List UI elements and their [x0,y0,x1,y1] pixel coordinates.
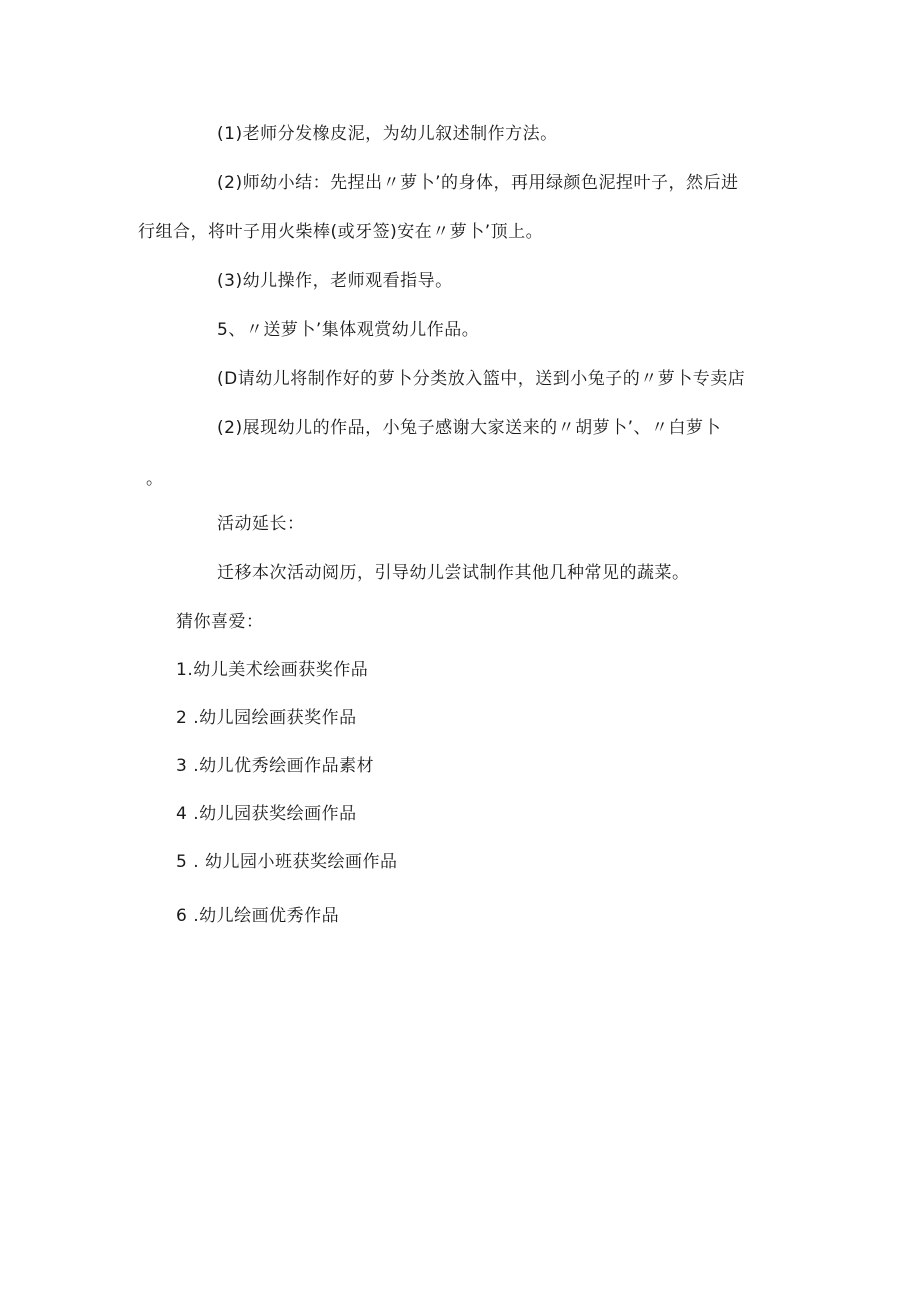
step-5-1-text: (D请幼儿将制作好的萝卜分类放入篮中，送到小兔子的〃萝卜专卖店 [217,369,746,389]
step-5-2-text-line-1: (2)展现幼儿的作品，小兔子感谢大家送来的〃胡萝卜’、〃白萝卜 [217,418,721,438]
extension-body: 迁移本次活动阅历，引导幼儿尝试制作其他几种常见的蔬菜。 [217,563,690,583]
related-item[interactable]: 6 .幼儿绘画优秀作品 [176,906,340,926]
related-item[interactable]: 2 .幼儿园绘画获奖作品 [176,708,357,728]
step-2-text-line-2: 行组合，将叶子用火柴棒(或牙签)安在〃萝卜’顶上。 [138,222,544,242]
extension-heading: 活动延长： [217,514,305,534]
step-1-text: (1)老师分发橡皮泥，为幼儿叙述制作方法。 [217,124,558,144]
step-5-2-text-line-2: 。 [146,469,164,489]
step-2-text-line-1: (2)师幼小结：先捏出〃萝卜’的身体，再用绿颜色泥捏叶子，然后进 [217,173,739,193]
related-item[interactable]: 4 .幼儿园获奖绘画作品 [176,804,357,824]
related-item[interactable]: 1.幼儿美术绘画获奖作品 [176,660,369,680]
step-3-text: (3)幼儿操作，老师观看指导。 [217,271,453,291]
related-heading: 猜你喜爱： [176,612,264,632]
step-5-title: 5、〃送萝卜’集体观赏幼儿作品。 [217,320,480,340]
related-item[interactable]: 5 . 幼儿园小班获奖绘画作品 [176,852,398,872]
related-item[interactable]: 3 .幼儿优秀绘画作品素材 [176,756,375,776]
